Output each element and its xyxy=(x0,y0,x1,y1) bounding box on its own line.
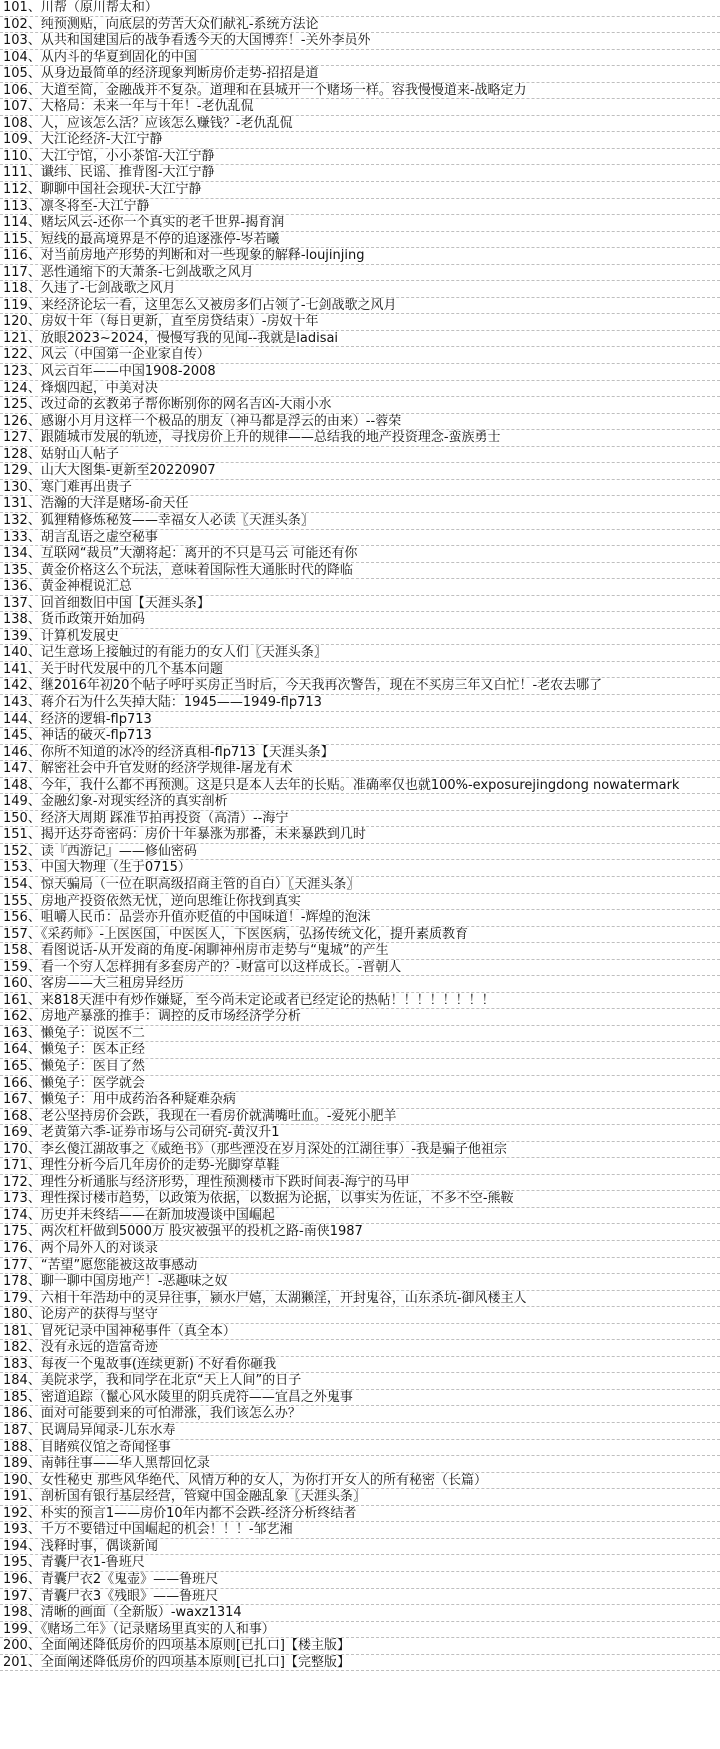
list-item[interactable]: 121、放眼2023~2024，慢慢写我的见闻--我就是ladisai xyxy=(0,331,720,348)
list-item[interactable]: 140、记生意场上接触过的有能力的女人们〖天涯头条〗 xyxy=(0,645,720,662)
list-item[interactable]: 199、《赌场二年》（记录赌场里真实的人和事） xyxy=(0,1622,720,1639)
list-item[interactable]: 194、浅释时事，偶谈新闻 xyxy=(0,1539,720,1556)
list-item[interactable]: 179、六相十年浩劫中的灵异往事，颍水尸嬉，太湖獭淫，开封鬼谷，山东杀坑-御风楼主人 xyxy=(0,1291,720,1308)
list-item[interactable]: 153、中国大物理（生于0715） xyxy=(0,860,720,877)
list-item[interactable]: 120、房奴十年（每日更新，直至房贷结束）-房奴十年 xyxy=(0,314,720,331)
list-item[interactable]: 137、回首细数旧中国【天涯头条】 xyxy=(0,596,720,613)
list-item[interactable]: 146、你所不知道的冰冷的经济真相-flp713【天涯头条】 xyxy=(0,745,720,762)
list-item[interactable]: 196、青囊尸衣2《鬼壶》——鲁班尺 xyxy=(0,1572,720,1589)
list-item[interactable]: 134、互联网“裁员”大潮将起：离开的不只是马云 可能还有你 xyxy=(0,546,720,563)
list-item[interactable]: 133、胡言乱语之虚空秘事 xyxy=(0,530,720,547)
list-item[interactable]: 182、没有永远的造富奇迹 xyxy=(0,1340,720,1357)
list-item[interactable]: 135、黄金价格这么个玩法，意味着国际性大通胀时代的降临 xyxy=(0,563,720,580)
list-item[interactable]: 145、神话的破灭-flp713 xyxy=(0,728,720,745)
list-item[interactable]: 186、面对可能要到来的可怕滞涨，我们该怎么办？ xyxy=(0,1406,720,1423)
list-item[interactable]: 123、风云百年——中国1908-2008 xyxy=(0,364,720,381)
list-item[interactable]: 200、全面阐述降低房价的四项基本原则[已扎口]【楼主版】 xyxy=(0,1638,720,1655)
list-item[interactable]: 132、狐狸精修炼秘笈——幸福女人必读〖天涯头条〗 xyxy=(0,513,720,530)
list-item[interactable]: 107、大格局：未来一年与十年！-老仇乱侃 xyxy=(0,99,720,116)
list-item[interactable]: 161、来818天涯中有炒作嫌疑，至今尚未定论或者已经定论的热帖！！！！！！！！ xyxy=(0,993,720,1010)
list-item[interactable]: 193、千万不要错过中国崛起的机会！！！-邹艺湘 xyxy=(0,1522,720,1539)
list-item[interactable]: 170、李幺傻江湖故事之《威绝书》（那些湮没在岁月深处的江湖往事）-我是骗子他祖宗 xyxy=(0,1142,720,1159)
list-item[interactable]: 117、恶性通缩下的大萧条-七剑战歌之风月 xyxy=(0,265,720,282)
list-item[interactable]: 160、客房——大三租房异经历 xyxy=(0,976,720,993)
list-item[interactable]: 175、两次杠杆做到5000万 股灾被强平的投机之路-南侠1987 xyxy=(0,1224,720,1241)
list-item[interactable]: 177、“苦望”愿您能被这故事感动 xyxy=(0,1258,720,1275)
list-item[interactable]: 143、蒋介石为什么失掉大陆：1945——1949-flp713 xyxy=(0,695,720,712)
list-item[interactable]: 126、感谢小月月这样一个极品的朋友（神马都是浮云的由来）--蓉荣 xyxy=(0,414,720,431)
list-item[interactable]: 198、清晰的画面（全新版）-waxz1314 xyxy=(0,1605,720,1622)
list-item[interactable]: 157、《采药师》-上医医国，中医医人，下医医病，弘扬传统文化，提升素质教育 xyxy=(0,927,720,944)
list-item[interactable]: 118、久违了-七剑战歌之风月 xyxy=(0,281,720,298)
list-item[interactable]: 162、房地产暴涨的推手：调控的反市场经济学分析 xyxy=(0,1009,720,1026)
list-item[interactable]: 112、聊聊中国社会现状-大江宁静 xyxy=(0,182,720,199)
list-item[interactable]: 185、密道追踪（鬣心风水陵里的阴兵虎符——宜昌之外鬼事 xyxy=(0,1390,720,1407)
list-item[interactable]: 184、美院求学，我和同学在北京“天上人间”的日子 xyxy=(0,1373,720,1390)
list-item[interactable]: 183、每夜一个鬼故事(连续更新) 不好看你砸我 xyxy=(0,1357,720,1374)
list-item[interactable]: 119、来经济论坛一看，这里怎么又被房多们占领了-七剑战歌之风月 xyxy=(0,298,720,315)
list-item[interactable]: 166、懒兔子：医学就会 xyxy=(0,1076,720,1093)
list-item[interactable]: 151、揭开达芬奇密码：房价十年暴涨为那番，未来暴跌到几时 xyxy=(0,827,720,844)
list-item[interactable]: 109、大江论经济-大江宁静 xyxy=(0,132,720,149)
list-item[interactable]: 139、计算机发展史 xyxy=(0,629,720,646)
list-item[interactable]: 154、惊天骗局（一位在职高级招商主管的自白）〖天涯头条〗 xyxy=(0,877,720,894)
list-item[interactable]: 155、房地产投资依然无忧，逆向思维让你找到真实 xyxy=(0,894,720,911)
list-item[interactable]: 171、理性分析今后几年房价的走势-光脚穿草鞋 xyxy=(0,1158,720,1175)
list-item[interactable]: 159、看一个穷人怎样拥有多套房产的？-财富可以这样成长。-晋朝人 xyxy=(0,960,720,977)
list-item[interactable]: 110、大江宁馆，小小茶馆-大江宁静 xyxy=(0,149,720,166)
list-item[interactable]: 128、姑射山人帖子 xyxy=(0,447,720,464)
list-item[interactable]: 180、论房产的获得与坚守 xyxy=(0,1307,720,1324)
list-item[interactable]: 201、全面阐述降低房价的四项基本原则[已扎口]【完整版】 xyxy=(0,1655,720,1672)
list-item[interactable]: 197、青囊尸衣3《残眼》——鲁班尺 xyxy=(0,1589,720,1606)
list-item[interactable]: 169、老黄第六季-证券市场与公司研究-黄汉升1 xyxy=(0,1125,720,1142)
list-item[interactable]: 168、老公坚持房价会跌，我现在一看房价就满嘴吐血。-爱死小肥羊 xyxy=(0,1109,720,1126)
list-item[interactable]: 131、浩瀚的大洋是赌场-俞天任 xyxy=(0,496,720,513)
list-item[interactable]: 114、赌坛风云-还你一个真实的老千世界-揭育润 xyxy=(0,215,720,232)
list-item[interactable]: 144、经济的逻辑-flp713 xyxy=(0,712,720,729)
list-item[interactable]: 176、两个局外人的对谈录 xyxy=(0,1241,720,1258)
list-item[interactable]: 156、咀嚼人民币：品尝亦升值亦贬值的中国味道！-辉煌的泡沫 xyxy=(0,910,720,927)
list-item[interactable]: 142、继2016年初20个帖子呼吁买房正当时后，今天我再次警告，现在不买房三年又白忙！-老农去哪了 xyxy=(0,678,720,695)
list-item[interactable]: 172、理性分析通胀与经济形势，理性预测楼市下跌时间表-海宁的马甲 xyxy=(0,1175,720,1192)
list-item[interactable]: 192、朴实的预言1——房价10年内都不会跌-经济分析终结者 xyxy=(0,1506,720,1523)
list-item[interactable]: 190、女性秘史 那些风华绝代、风情万种的女人，为你打开女人的所有秘密（长篇） xyxy=(0,1473,720,1490)
list-item[interactable]: 174、历史并未终结——在新加坡漫谈中国崛起 xyxy=(0,1208,720,1225)
list-item[interactable]: 189、南韩往事——华人黑帮回忆录 xyxy=(0,1456,720,1473)
list-item[interactable]: 188、目睹殡仪馆之奇闻怪事 xyxy=(0,1440,720,1457)
list-item[interactable]: 148、今年，我什么都不再预测。这是只是本人去年的长贴。准确率仅也就100%-exposurejingdong nowatermark xyxy=(0,778,720,795)
list-item[interactable]: 124、烽烟四起，中美对决 xyxy=(0,381,720,398)
list-item[interactable]: 147、解密社会中升官发财的经济学规律-屠龙有术 xyxy=(0,761,720,778)
list-item[interactable]: 103、从共和国建国后的战争看透今天的大国博弈！-关外李员外 xyxy=(0,33,720,50)
list-item[interactable]: 104、从内斗的华夏到固化的中国 xyxy=(0,50,720,67)
list-item[interactable]: 167、懒兔子：用中成药治各种疑难杂病 xyxy=(0,1092,720,1109)
list-item[interactable]: 165、懒兔子：医目了然 xyxy=(0,1059,720,1076)
list-item[interactable]: 125、改过命的玄教弟子帮你断别你的网名吉凶-大雨小水 xyxy=(0,397,720,414)
list-item[interactable]: 108、人，应该怎么活？应该怎么赚钱？-老仇乱侃 xyxy=(0,116,720,133)
list-item[interactable]: 173、理性探讨楼市趋势，以政策为依据，以数据为论据，以事实为佐证，不多不空-熊鞍 xyxy=(0,1191,720,1208)
list-item[interactable]: 164、懒兔子：医本正经 xyxy=(0,1042,720,1059)
list-item[interactable]: 127、跟随城市发展的轨迹，寻找房价上升的规律——总结我的地产投资理念-蛮族勇士 xyxy=(0,430,720,447)
list-item[interactable]: 187、民调局异闻录-儿东水寿 xyxy=(0,1423,720,1440)
list-item[interactable]: 106、大道至简，金融战并不复杂。道理和在县城开一个赌场一样。容我慢慢道来-战略定力 xyxy=(0,83,720,100)
list-item[interactable]: 115、短线的最高境界是不停的追逐涨停-岑若曦 xyxy=(0,232,720,249)
list-item[interactable]: 102、纯预测贴，向底层的劳苦大众们献礼-系统方法论 xyxy=(0,17,720,34)
list-item[interactable]: 150、经济大周期 踩准节拍再投资（高清）--海宁 xyxy=(0,811,720,828)
list-item[interactable]: 113、凛冬将至-大江宁静 xyxy=(0,199,720,216)
list-item[interactable]: 138、货币政策开始加码 xyxy=(0,612,720,629)
list-item[interactable]: 129、山大大图集-更新至20220907 xyxy=(0,463,720,480)
list-item[interactable]: 111、谶纬、民谣、推背图-大江宁静 xyxy=(0,165,720,182)
list-item[interactable]: 136、黄金神棍说汇总 xyxy=(0,579,720,596)
list-item[interactable]: 191、剖析国有银行基层经营，管窥中国金融乱象〖天涯头条〗 xyxy=(0,1489,720,1506)
list-item[interactable]: 195、青囊尸衣1-鲁班尺 xyxy=(0,1555,720,1572)
list-item[interactable]: 101、川帮（原川帮太和） xyxy=(0,0,720,17)
list-item[interactable]: 130、寒门难再出贵子 xyxy=(0,480,720,497)
list-item[interactable]: 163、懒兔子：说医不二 xyxy=(0,1026,720,1043)
list-item[interactable]: 141、关于时代发展中的几个基本问题 xyxy=(0,662,720,679)
list-item[interactable]: 149、金融幻象-对现实经济的真实剖析 xyxy=(0,794,720,811)
list-item[interactable]: 158、看图说话-从开发商的角度-闲聊神州房市走势与“鬼城”的产生 xyxy=(0,943,720,960)
list-item[interactable]: 105、从身边最简单的经济现象判断房价走势-招招是道 xyxy=(0,66,720,83)
list-item[interactable]: 116、对当前房地产形势的判断和对一些现象的解释-loujinjing xyxy=(0,248,720,265)
list-item[interactable]: 152、读『西游记』——修仙密码 xyxy=(0,844,720,861)
list-item[interactable]: 181、冒死记录中国神秘事件（真全本） xyxy=(0,1324,720,1341)
list-item[interactable]: 178、聊一聊中国房地产！-恶趣味之奴 xyxy=(0,1274,720,1291)
list-item[interactable]: 122、风云（中国第一企业家自传） xyxy=(0,347,720,364)
